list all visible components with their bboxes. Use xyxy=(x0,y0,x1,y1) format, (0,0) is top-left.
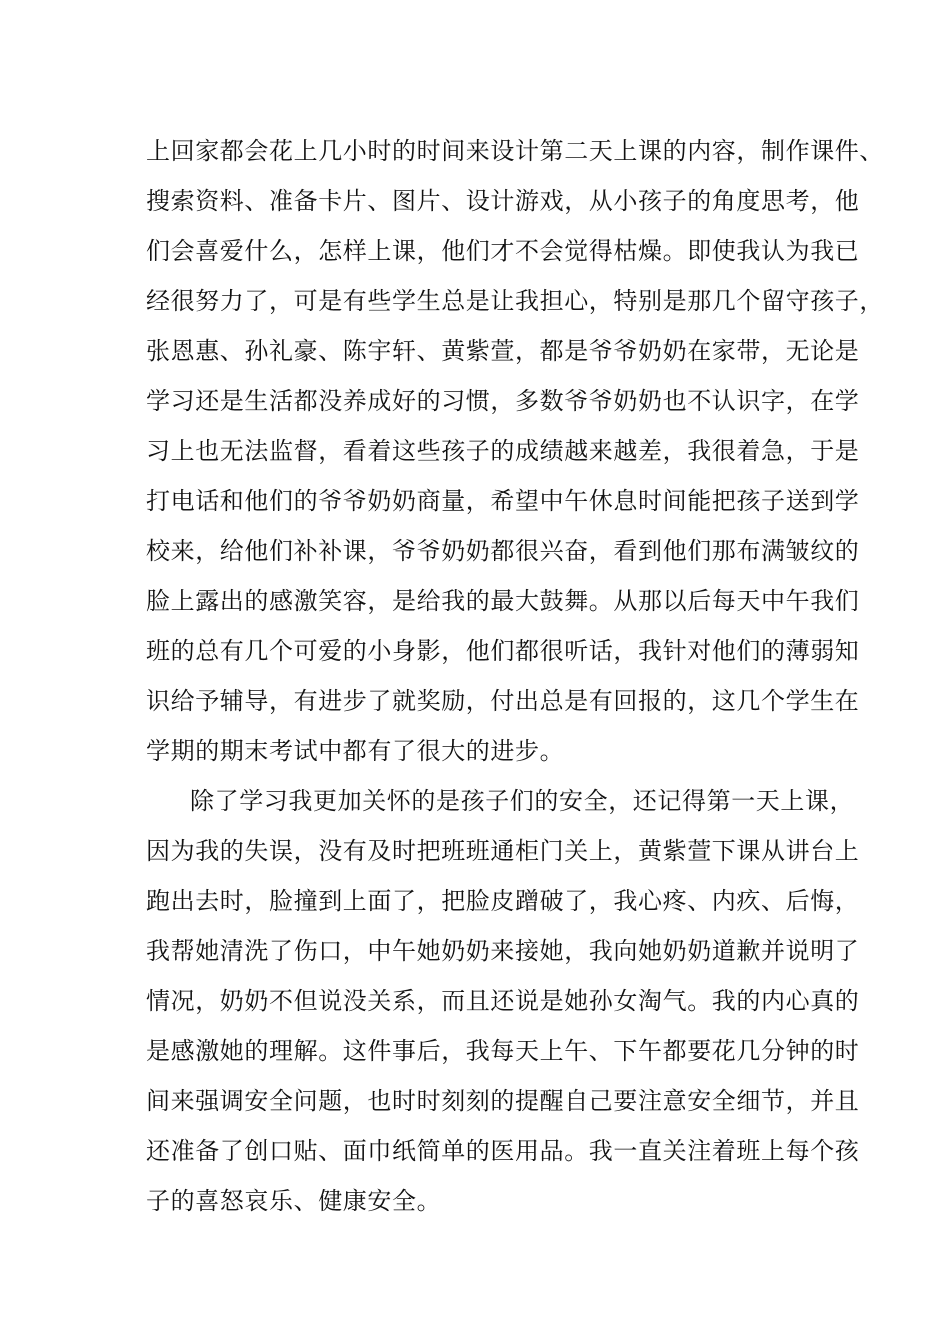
text-line: 除了学习我更加关怀的是孩子们的安全，还记得第一天上课， xyxy=(190,787,855,815)
text-line: 跑出去时，脸撞到上面了，把脸皮蹭破了，我心疼、内疚、后悔， xyxy=(146,887,860,915)
text-line: 学习还是生活都没养成好的习惯，多数爷爷奶奶也不认识字，在学 xyxy=(146,387,860,415)
text-line: 学期的期末考试中都有了很大的进步。 xyxy=(146,737,565,765)
text-line: 张恩惠、孙礼豪、陈宇轩、黄紫萱，都是爷爷奶奶在家带，无论是 xyxy=(146,337,860,365)
text-line: 是感激她的理解。这件事后，我每天上午、下午都要花几分钟的时 xyxy=(146,1037,860,1065)
text-line: 脸上露出的感激笑容，是给我的最大鼓舞。从那以后每天中午我们 xyxy=(146,587,860,615)
text-line: 搜索资料、准备卡片、图片、设计游戏，从小孩子的角度思考，他 xyxy=(146,187,860,215)
text-line: 校来，给他们补补课，爷爷奶奶都很兴奋，看到他们那布满皱纹的 xyxy=(146,537,860,565)
text-line: 因为我的失误，没有及时把班班通柜门关上，黄紫萱下课从讲台上 xyxy=(146,837,860,865)
text-line: 打电话和他们的爷爷奶奶商量，希望中午休息时间能把孩子送到学 xyxy=(146,487,860,515)
text-line: 们会喜爱什么，怎样上课，他们才不会觉得枯燥。即使我认为我已 xyxy=(146,237,860,265)
text-line: 班的总有几个可爱的小身影，他们都很听话，我针对他们的薄弱知 xyxy=(146,637,860,665)
text-line: 我帮她清洗了伤口，中午她奶奶来接她，我向她奶奶道歉并说明了 xyxy=(146,937,860,965)
text-line: 子的喜怒哀乐、健康安全。 xyxy=(146,1187,442,1215)
text-line: 识给予辅导，有进步了就奖励，付出总是有回报的，这几个学生在 xyxy=(146,687,860,715)
text-line: 习上也无法监督，看着这些孩子的成绩越来越差，我很着急，于是 xyxy=(146,437,860,465)
text-line: 上回家都会花上几小时的时间来设计第二天上课的内容，制作课件、 xyxy=(146,137,884,165)
text-line: 还准备了创口贴、面巾纸简单的医用品。我一直关注着班上每个孩 xyxy=(146,1137,860,1165)
text-line: 经很努力了，可是有些学生总是让我担心，特别是那几个留守孩子， xyxy=(146,287,884,315)
text-line: 间来强调安全问题，也时时刻刻的提醒自己要注意安全细节，并且 xyxy=(146,1087,860,1115)
text-line: 情况，奶奶不但说没关系，而且还说是她孙女淘气。我的内心真的 xyxy=(146,987,860,1015)
